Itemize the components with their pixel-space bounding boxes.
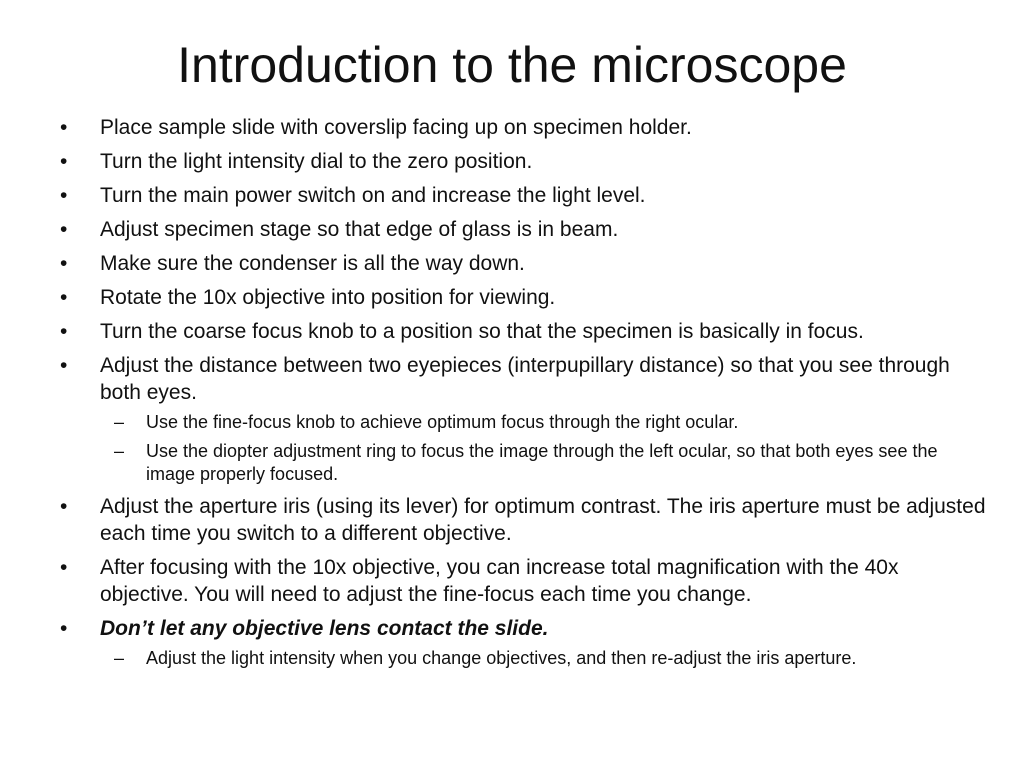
bullet-item — [60, 148, 990, 175]
bullet-item — [60, 216, 990, 243]
bullet-text: After focusing with the 10x objective, you can increase total magnification with the 40x objective. You will need to adjust the fine-focus each time you change. — [100, 556, 899, 606]
bullet-text: Adjust the distance between two eyepieces (interpupillary distance) so that you see through both eyes. — [100, 354, 950, 404]
bullet-item — [60, 284, 990, 311]
bullet-item — [60, 493, 990, 547]
bullet-icon: • — [60, 116, 68, 139]
bullet-text: Turn the light intensity dial to the zero position. — [100, 150, 533, 173]
bullet-list — [60, 114, 990, 670]
bullet-item — [60, 250, 990, 277]
bullet-icon: • — [60, 184, 68, 207]
sub-bullet-item — [100, 440, 990, 486]
bullet-text: Rotate the 10x objective into position for viewing. — [100, 286, 556, 309]
sub-bullet-text: Use the fine-focus knob to achieve optimum focus through the right ocular. — [146, 412, 739, 432]
bullet-icon: • — [60, 617, 68, 640]
bullet-text: Make sure the condenser is all the way down. — [100, 252, 525, 275]
bullet-icon: • — [60, 286, 68, 309]
sub-bullet-text: Adjust the light intensity when you change objectives, and then re-adjust the iris aperture. — [146, 648, 857, 668]
bullet-text: Turn the coarse focus knob to a position so that the specimen is basically in focus. — [100, 320, 864, 343]
bullet-text-emphasis: Don’t let any objective lens contact the slide. — [100, 617, 549, 640]
dash-icon: – — [114, 441, 125, 461]
bullet-text: Adjust specimen stage so that edge of glass is in beam. — [100, 218, 619, 241]
bullet-item — [60, 318, 990, 345]
bullet-icon: • — [60, 252, 68, 275]
sub-bullet-item — [100, 647, 990, 670]
bullet-item — [60, 554, 990, 608]
slide-body — [60, 114, 990, 677]
bullet-icon: • — [60, 495, 68, 518]
dash-icon: – — [114, 648, 125, 668]
bullet-item — [60, 182, 990, 209]
bullet-item — [60, 114, 990, 141]
bullet-text: Turn the main power switch on and increase the light level. — [100, 184, 646, 207]
sub-bullet-text: Use the diopter adjustment ring to focus the image through the left ocular, so that both eyes see the image properly focused. — [146, 441, 938, 484]
sub-bullet-item — [100, 411, 990, 434]
bullet-icon: • — [60, 218, 68, 241]
sub-bullet-list — [100, 647, 990, 670]
bullet-icon: • — [60, 320, 68, 343]
dash-icon: – — [114, 412, 125, 432]
bullet-text: Adjust the aperture iris (using its lever) for optimum contrast. The iris aperture must be adjusted each time you switch to a different objective. — [100, 495, 986, 545]
sub-bullet-list — [100, 411, 990, 486]
slide-title: Introduction to the microscope — [177, 37, 847, 93]
bullet-item — [60, 352, 990, 486]
bullet-text: Place sample slide with coverslip facing up on specimen holder. — [100, 116, 692, 139]
bullet-icon: • — [60, 150, 68, 173]
bullet-icon: • — [60, 354, 68, 377]
bullet-item — [60, 615, 990, 670]
bullet-icon: • — [60, 556, 68, 579]
